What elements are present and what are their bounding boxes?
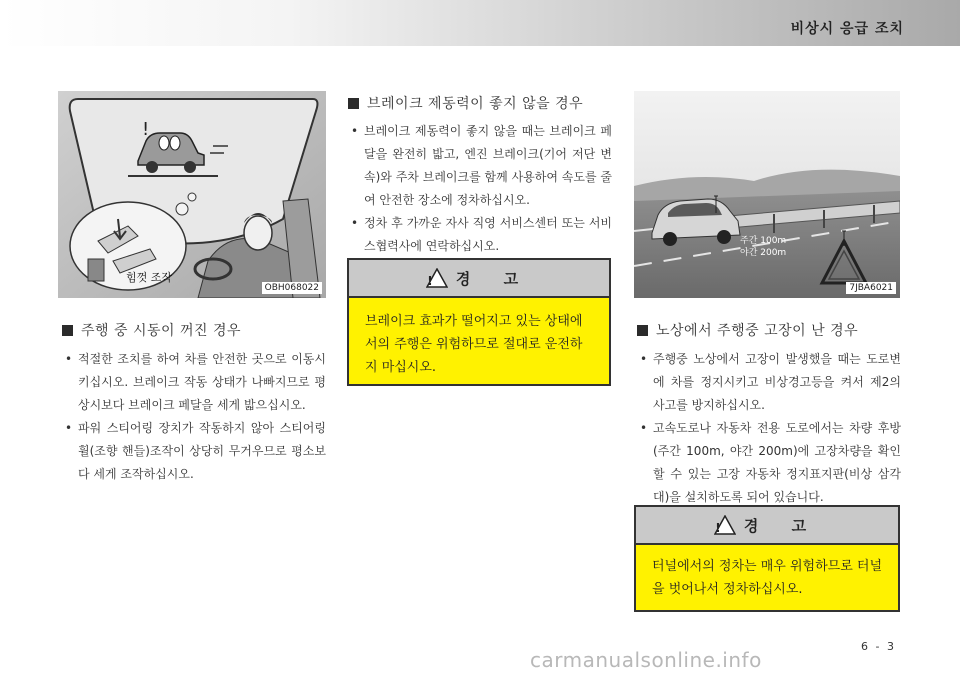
engine-off-illustration — [58, 91, 326, 298]
figure-code: 7JBA6021 — [846, 282, 896, 294]
list-item: • 파워 스티어링 장치가 작동하지 않아 스티어링 휠(조향 핸들)조작이 상당히 무거우므로 평소보다 세게 조작하십시오. — [62, 417, 326, 486]
engine-stall-list — [62, 348, 326, 486]
section-title-engine-stall — [62, 320, 241, 340]
list-item: • 적절한 조치를 하여 차를 안전한 곳으로 이동시키십시오. 브레이크 작동 상태가 나빠지므로 평상시보다 브레이크 페달을 세게 밟으십시오. — [62, 348, 326, 417]
square-bullet-icon — [637, 325, 648, 336]
figure-code: OBH068022 — [262, 282, 322, 294]
square-bullet-icon — [62, 325, 73, 336]
section-title-text: 노상에서 주행중 고장이 난 경우 — [656, 323, 859, 339]
warning-triangle-icon — [714, 515, 736, 535]
watermark: carmanualsonline.info — [530, 648, 762, 672]
list-item: • 정차 후 가까운 자사 직영 서비스센터 또는 서비스협력사에 연락하십시오. — [348, 212, 612, 258]
warning-title: 경 고 — [743, 516, 821, 535]
list-item: • 고속도로나 자동차 전용 도로에서는 차량 후방(주간 100m, 야간 200m)에 고장차량을 확인할 수 있는 고장 자동차 정지표지판(비상 삼각대)을 설치하도록 되어 있습니다. — [637, 417, 901, 509]
list-item: • 브레이크 제동력이 좋지 않을 때는 브레이크 페달을 완전히 밟고, 엔진 브레이크(기어 저단 변속)와 주차 브레이크를 함께 사용하여 속도를 줄여 안전한 장소에 정차하십시오. — [348, 120, 612, 212]
warning-box-tunnel — [634, 505, 900, 612]
svg-text:!: ! — [715, 521, 735, 535]
section-title-text: 브레이크 제동력이 좋지 않을 경우 — [367, 96, 584, 112]
roadside-breakdown-photo — [634, 91, 900, 298]
figure-label-press-hard: 힘껏 조작 — [126, 271, 173, 284]
section-title-text: 주행 중 시동이 꺼진 경우 — [81, 323, 242, 339]
road-breakdown-list — [637, 348, 901, 509]
list-item: • 주행중 노상에서 고장이 발생했을 때는 도로변에 차를 정지시키고 비상경고등을 켜서 제2의 사고를 방지하십시오. — [637, 348, 901, 417]
warning-text: 터널에서의 정차는 매우 위험하므로 터널을 벗어나서 정차하십시오. — [636, 545, 898, 610]
distance-label-day: 주간 100m — [740, 236, 787, 246]
page-number: 6 - 3 — [861, 640, 896, 653]
page-title: 비상시 응급 조치 — [790, 21, 904, 37]
warning-triangle-icon — [426, 268, 448, 288]
warning-text: 브레이크 효과가 떨어지고 있는 상태에서의 주행은 위험하므로 절대로 운전하지 마십시오. — [349, 298, 609, 384]
square-bullet-icon — [348, 98, 359, 109]
warning-header — [349, 260, 609, 298]
brake-fail-list — [348, 120, 612, 258]
distance-label-night: 야간 200m — [740, 248, 787, 258]
svg-text:!: ! — [427, 274, 447, 288]
warning-box-brake — [347, 258, 611, 386]
warning-title: 경 고 — [455, 269, 533, 288]
warning-header — [636, 507, 898, 545]
engine-off-drawing — [58, 91, 326, 298]
section-title-road-breakdown — [637, 320, 858, 340]
roadside-drawing — [634, 91, 900, 298]
section-title-brake-fail — [348, 93, 583, 113]
svg-text:!: ! — [142, 119, 150, 140]
